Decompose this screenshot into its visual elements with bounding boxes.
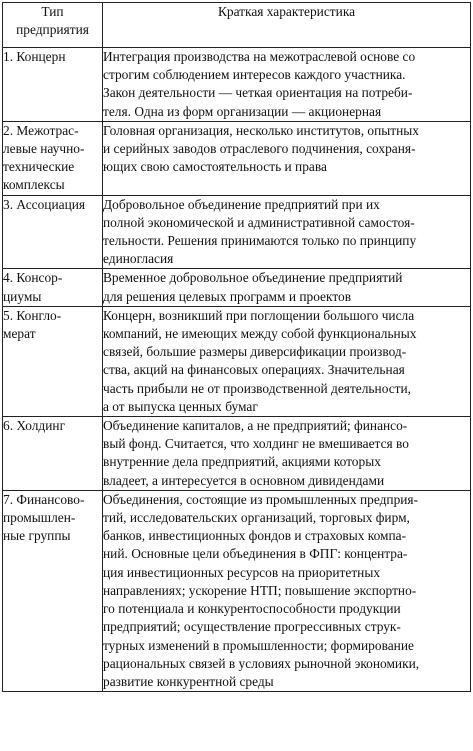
description-line: предприятий; осуществление прогрессивных струк-: [103, 619, 401, 635]
description-line: рациональных связей в условиях рыночной экономики,: [103, 655, 420, 671]
description-line: часть прибыли не от производственной деятельности,: [103, 380, 412, 396]
enterprise-description-cell: [103, 306, 471, 416]
description-line: Концерн, возникший при поглощении большого числа: [103, 307, 415, 323]
description-line: ция инвестиционных ресурсов на приоритетных: [103, 564, 381, 580]
description-line: единогласия: [103, 251, 174, 267]
description-line: строгим соблюдением интересов каждого участника.: [103, 67, 406, 83]
description-line: тельности. Решения принимаются только по принципу: [103, 233, 417, 249]
description-line: владеет, а интересуется в основном дивидендами: [103, 472, 385, 488]
enterprise-description-cell: [103, 195, 471, 269]
table-row: [3, 195, 471, 269]
header-type-line: Тип: [41, 4, 64, 19]
description-line: развитие конкурентной среды: [103, 673, 274, 689]
table-row: [3, 48, 471, 122]
description-line: направлениях; ускорение НТП; повышение экспортно-: [103, 582, 417, 598]
enterprise-description-cell: [103, 48, 471, 122]
description-line: ющих свою самостоятельность и права: [103, 159, 327, 175]
enterprise-type-line: 1. Концерн: [3, 49, 66, 64]
description-line: полной экономической и административной самостоя-: [103, 214, 415, 230]
table-body: [3, 48, 471, 692]
enterprise-type-line: технические: [3, 159, 75, 175]
description-line: а от выпуска ценных бумаг: [103, 398, 258, 414]
enterprise-type-cell: [3, 490, 103, 691]
description-line: вый фонд. Считается, что холдинг не вмешивается во: [103, 436, 409, 452]
description-line: банков, инвестиционных фондов и страховых компа-: [103, 528, 407, 544]
enterprise-type-line: 4. Консор-: [3, 270, 63, 286]
table-row: [3, 490, 471, 691]
enterprise-type-line: мерат: [3, 326, 36, 342]
description-line: компаний, не имеющих между собой функциональных: [103, 326, 417, 342]
description-line: турных изменений в промышленности; формирование: [103, 637, 414, 653]
enterprise-type-cell: [3, 269, 103, 306]
description-line: Временное добровольное объединение предприятий: [103, 270, 403, 286]
table-row: [3, 121, 471, 195]
enterprise-type-line: ные группы: [3, 528, 71, 544]
enterprise-type-line: 2. Межотрас-: [3, 122, 79, 138]
enterprise-description-cell: [103, 490, 471, 691]
description-line: тий, исследовательских организаций, торговых фирм,: [103, 510, 410, 526]
description-line: Объединения, состоящие из промышленных предприя-: [103, 491, 419, 507]
enterprise-type-line: циумы: [3, 288, 42, 304]
enterprise-type-line: 5. Конгло-: [3, 307, 62, 323]
enterprise-types-table: [2, 2, 471, 692]
description-line: го потенциала и конкурентоспособности продукции: [103, 601, 401, 617]
description-line: внутренние дела предприятий, акциями которых: [103, 454, 381, 470]
description-line: для решения целевых программ и проектов: [103, 288, 352, 304]
enterprise-type-line: левые научно-: [3, 141, 85, 157]
enterprise-type-cell: [3, 195, 103, 269]
header-desc-cell: [103, 3, 471, 48]
table-row: [3, 306, 471, 416]
description-line: ства, акций на финансовых операциях. Значительная: [103, 362, 405, 378]
enterprise-type-cell: [3, 417, 103, 491]
enterprise-type-line: 3. Ассоциация: [3, 196, 86, 212]
description-line: и серийных заводов отраслевого подчинения, сохраня-: [103, 141, 416, 157]
enterprise-description-cell: [103, 417, 471, 491]
enterprise-type-line: 6. Холдинг: [3, 418, 66, 434]
description-line: Интеграция производства на межотраслевой основе со: [103, 49, 416, 64]
enterprise-type-line: 7. Финансово-: [3, 491, 85, 507]
description-line: Закон деятельности — четкая ориентация на потреби-: [103, 85, 413, 101]
enterprise-type-cell: [3, 121, 103, 195]
table-row: [3, 269, 471, 306]
header-type-cell: [3, 3, 103, 48]
table-header-row: [3, 3, 471, 48]
enterprise-description-cell: [103, 121, 471, 195]
enterprise-type-cell: [3, 306, 103, 416]
enterprise-type-cell: [3, 48, 103, 122]
description-line: теля. Одна из форм организации — акционерная: [103, 103, 382, 119]
description-line: Объединение капиталов, а не предприятий; финансо-: [103, 418, 408, 434]
header-desc-label: Краткая характеристика: [217, 4, 356, 19]
table-row: [3, 417, 471, 491]
description-line: связей, большие размеры диверсификации производ-: [103, 344, 407, 360]
description-line: Добровольное объединение предприятий при их: [103, 196, 380, 212]
enterprise-description-cell: [103, 269, 471, 306]
description-line: ний. Основные цели объединения в ФПГ: концентра-: [103, 546, 408, 562]
header-type-line: предприятия: [16, 22, 89, 38]
enterprise-type-line: промышлен-: [3, 510, 76, 526]
description-line: Головная организация, несколько институтов, опытных: [103, 122, 419, 138]
enterprise-type-line: комплексы: [3, 177, 65, 193]
